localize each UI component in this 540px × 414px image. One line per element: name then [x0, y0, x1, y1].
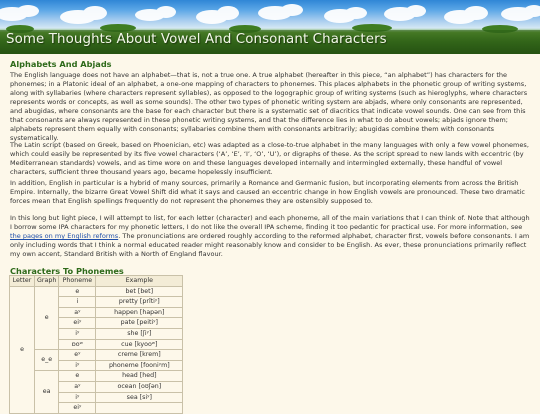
section-heading-characters: Characters To Phonemes [10, 266, 124, 276]
english-reforms-link[interactable]: the pages on my English reforms [10, 232, 119, 241]
example-cell: head [hed] [96, 371, 183, 382]
graph-cell: e_e [35, 350, 59, 371]
phoneme-cell: iʸ [59, 328, 96, 339]
paragraph-english-hybrid: In addition, English in particular is a hybrid of many sources, primarily a Romance and Germanic fusion, but incorporating elements from across the British Empire. Internally, the bizarre Great Vowel Shift did what it says and caused an eccentric change in how English vowels are pronounced. These two dramatic forces mean that English spellings frequently do not represent the phonemes they are ostensibly supposed to. [10, 179, 526, 206]
paragraph-text: . The pronunciations are ordered roughly according to the reformed alphabet, character first, vowels before consonants. I am only including words that I think a normal educated reader might reasonably know and consider to be English. As ever, these pronunciations primarily reflect my own accent, Standard British with a North of England flavour. [10, 232, 530, 259]
phoneme-cell: e [59, 286, 96, 297]
example-cell: cue [kyooʷ] [96, 339, 183, 350]
example-cell: pretty [prîtiʸ] [96, 297, 183, 308]
phoneme-cell: i [59, 297, 96, 308]
phoneme-cell: ɒoʷ [59, 339, 96, 350]
column-header-example: Example [96, 276, 183, 287]
graph-cell: e [35, 286, 59, 350]
phoneme-cell: iʸ [59, 392, 96, 403]
example-cell [96, 403, 183, 414]
example-cell: pate [peitiʸ] [96, 318, 183, 329]
column-header-graph: Graph [35, 276, 59, 287]
example-cell: happen [hapən] [96, 307, 183, 318]
table-header-row [10, 276, 183, 287]
example-cell: creme [krem] [96, 350, 183, 361]
column-header-phoneme: Phoneme [59, 276, 96, 287]
header-banner [0, 0, 540, 54]
phoneme-cell: aʸ [59, 381, 96, 392]
graph-cell: ea [35, 371, 59, 413]
paragraph-piece-scope [10, 214, 532, 259]
table-row [10, 286, 183, 297]
phoneme-cell: eiʸ [59, 403, 96, 414]
phoneme-cell: aʸ [59, 307, 96, 318]
example-cell: ocean [oʊʃən] [96, 381, 183, 392]
paragraph-alphabets-intro: The English language does not have an alphabet—that is, not a true one. A true alphabet (hereafter in this piece, “an alphabet”) has characters for the phonemes; in a Platonic ideal of an alphabet, a one-one mapping of characters to phonemes. This places alphabets in the phonetic group of writing systems, along with syllabaries (where characters represent syllables), as opposed to the logographic group of writing systems (such as hieroglyphs, where characters represents words or concepts, as well as some sounds). The other two types of phonetic writing system are abjads, where only consonants are represented, and abugidas, where consonants are the base for each character but there is a systematic set of diacritics that indicate vowel sounds. One can see from this that consonants are always represented in these phonetic writing systems, and that the difference lies in what to do about vowels; abjads ignore them; alphabets represent them equally with consonants; syllabaries combine them with consonants arbitrarily; abugidas combine them with consonants systematically. [10, 71, 528, 143]
phoneme-cell: e [59, 371, 96, 382]
phoneme-cell: eiʸ [59, 318, 96, 329]
characters-to-phonemes-table [9, 275, 183, 414]
table-row [10, 350, 183, 361]
paragraph-text: In this long but light piece, I will attempt to list, for each letter (character) and each phoneme, all of the main variations that I can think of. Note that although I borrow some IPA characters for my phonetic letters, I do not like the overall IPA scheme, finding it too pedantic for practical use. For more information, see [10, 214, 530, 232]
phoneme-cell: iʸ [59, 360, 96, 371]
example-cell: she [ʃiʸ] [96, 328, 183, 339]
table-row [10, 371, 183, 382]
column-header-letter: Letter [10, 276, 35, 287]
letter-cell: e [10, 286, 35, 413]
example-cell: bet [bet] [96, 286, 183, 297]
section-heading-alphabets: Alphabets And Abjads [10, 59, 112, 69]
paragraph-latin-script: The Latin script (based on Greek, based on Phoenician, etc) was adapted as a close-to-true alphabet in the many languages with only a few vowel phonemes, which could easily be represented by its five vowel characters (‘A’, ‘E’, ‘I’, ‘O’, ‘U’), or digraphs of these. As the script spread to new lands with eccentric (by Mediterranean standards) vowels, and as time wore on and these languages developed internally and intermingled externally, these handful of vowel characters, sufficient three thousand years ago, became hopelessly insufficient. [10, 141, 529, 177]
example-cell: sea [siʸ] [96, 392, 183, 403]
example-cell: phoneme [fooniʸm] [96, 360, 183, 371]
page-title: Some Thoughts About Vowel And Consonant Characters [6, 32, 387, 47]
phoneme-cell: eʸ [59, 350, 96, 361]
